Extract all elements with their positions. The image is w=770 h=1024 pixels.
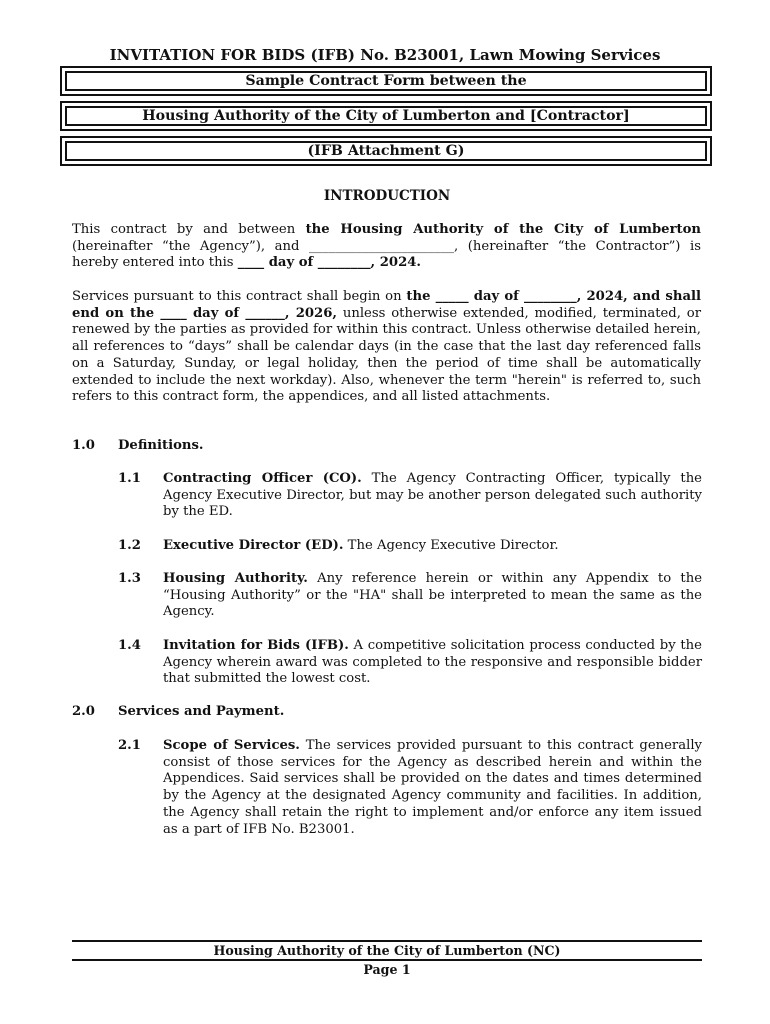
p2-term-dates: the _____ day of ________, 2024, and shall end on the ____ day of ______, 2026, [72, 289, 702, 321]
subsection-body: The services provided pursuant to this contract generally consist of those services for the Agency as described herein and within the Appendices. Said services shall be provided on the dates and times determined by the Agency at the designated Agency community and facilities. In addition, the Agency shall retain the right to implement and/or enforce any item issued as a part of IFB No. B23001. [163, 738, 702, 837]
p1-text-a: This contract by and between [72, 222, 306, 237]
section-number: 1.0 [72, 438, 95, 453]
subsection-body: The Agency Executive Director. [343, 538, 559, 553]
title-box-1 [60, 66, 712, 96]
subsection-body: Any reference herein or within any Appendix to the “Housing Authority” or the "HA" shall be interpreted to mean the same as the Agency. [163, 571, 702, 620]
section-number: 2.0 [72, 704, 95, 719]
p2-text-c: unless otherwise extended, modified, terminated, or renewed by the parties as provided for within this contract. Unless otherwise detailed herein, all references to “days” shall be calendar days (in the case that the last day referenced falls on a Saturday, Sunday, or legal holiday, then the period of time shall be automatically extended to include the next workday). Also, whenever the term "herein" is referred to, such refers to this contract form, the appendices, and all listed attachments. [72, 305, 702, 405]
subsection-number: 1.4 [118, 638, 141, 653]
footer-rule-top [72, 940, 702, 942]
page-number: Page 1 [363, 962, 411, 977]
section-title: Services and Payment. [118, 704, 285, 719]
footer-rule-bottom [72, 959, 702, 961]
introduction-heading: INTRODUCTION [323, 188, 451, 204]
subsection-term: Executive Director (ED). [163, 538, 344, 553]
subsection-text [163, 738, 702, 838]
p2-text-a: Services pursuant to this contract shall begin on [72, 289, 407, 304]
title-box-3-text: (IFB Attachment G) [307, 143, 465, 159]
p1-date-blank: ____ day of ________, 2024. [237, 255, 422, 271]
title-box-3 [60, 136, 712, 166]
p1-agency-name: the Housing Authority of the City of Lumberton [305, 222, 701, 237]
document-title: INVITATION FOR BIDS (IFB) No. B23001, Lawn Mowing Services [109, 46, 661, 64]
subsection-number: 2.1 [118, 738, 141, 753]
section-heading-1 [72, 438, 204, 453]
subsection-text [163, 538, 702, 555]
subsection-text [163, 571, 702, 621]
title-box-2-text: Housing Authority of the City of Lumberton and [Contractor] [142, 108, 630, 124]
subsection-number: 1.1 [118, 471, 141, 486]
footer-organization: Housing Authority of the City of Lumberton (NC) [213, 943, 561, 958]
subsection-term: Invitation for Bids (IFB). [163, 638, 349, 653]
section-title: Definitions. [118, 438, 204, 453]
title-box-2 [60, 101, 712, 131]
intro-paragraph-2 [72, 289, 701, 406]
section-heading-2 [72, 704, 284, 719]
subsection-term: Housing Authority. [163, 571, 308, 586]
subsection-text [163, 471, 702, 521]
subsection-body: A competitive solicitation process conducted by the Agency wherein award was completed to the responsive and responsible bidder that submitted the lowest cost. [163, 638, 702, 687]
subsection-number: 1.2 [118, 538, 141, 553]
intro-paragraph-1 [72, 222, 701, 272]
subsection-term: Contracting Officer (CO). [163, 471, 362, 486]
subsection-term: Scope of Services. [163, 738, 300, 753]
subsection-text [163, 638, 702, 688]
subsection-body: The Agency Contracting Officer, typically the Agency Executive Director, but may be another person delegated such authority by the ED. [163, 471, 702, 520]
title-box-1-text: Sample Contract Form between the [245, 73, 527, 89]
subsection-number: 1.3 [118, 571, 141, 586]
p1-text-c: (hereinafter “the Agency”), and ______________________, (hereinafter “the Contractor”) is hereby entered into this [72, 238, 701, 271]
